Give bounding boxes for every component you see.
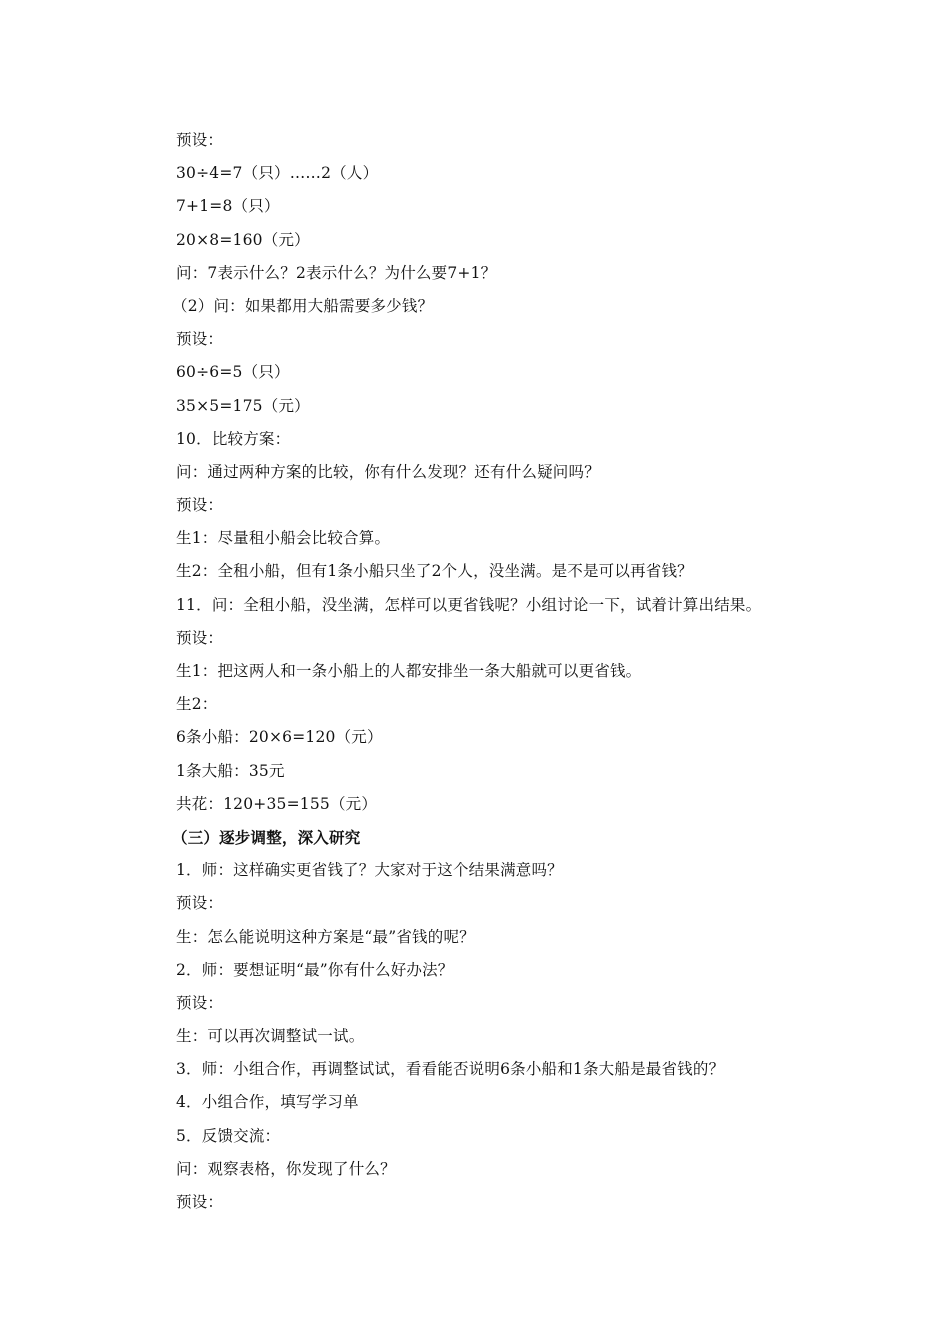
text-line: 60÷6=5（只）: [176, 363, 290, 382]
text-line: 问：通过两种方案的比较，你有什么发现？还有什么疑问吗？: [176, 462, 600, 481]
text-line: （2）问：如果都用大船需要多少钱？: [172, 296, 434, 315]
text-line: 10．比较方案：: [176, 429, 291, 448]
text-line: 预设：: [176, 131, 224, 149]
text-line: 生1：尽量租小船会比较合算。: [176, 529, 391, 548]
text-line: 预设：: [176, 894, 224, 913]
text-line: 生：可以再次调整试一试。: [176, 1027, 365, 1046]
text-line: 6条小船：20×6=120（元）: [176, 728, 383, 747]
text-line: 生：怎么能说明这种方案是“最”省钱的呢？: [176, 927, 475, 946]
text-line: 生2：全租小船，但有1条小船只坐了2个人，没坐满。是不是可以再省钱？: [176, 562, 693, 581]
text-line: 5．反馈交流：: [176, 1126, 281, 1145]
text-line: 7+1=8（只）: [176, 197, 280, 216]
text-line: 问：7表示什么？2表示什么？为什么要7+1？: [176, 263, 497, 282]
text-line: 生1：把这两人和一条小船上的人都安排坐一条大船就可以更省钱。: [176, 662, 642, 680]
text-line: 3．师：小组合作，再调整试试，看看能否说明6条小船和1条大船是最省钱的？: [176, 1060, 725, 1079]
text-line: 共花：120+35=155（元）: [176, 794, 378, 813]
text-line: 1条大船：35元: [176, 761, 285, 780]
section-heading: （三）逐步调整，深入研究: [172, 827, 361, 847]
text-line: 问：观察表格，你发现了什么？: [176, 1159, 396, 1178]
text-line: 预设：: [176, 993, 224, 1012]
text-line: 20×8=160（元）: [176, 230, 310, 249]
text-line: 预设：: [176, 496, 224, 515]
text-line: 生2：: [176, 695, 218, 714]
text-line: 4．小组合作，填写学习单: [176, 1093, 359, 1112]
text-line: 11．问：全租小船，没坐满，怎样可以更省钱呢？小组讨论一下，试着计算出结果。: [176, 595, 762, 614]
text-line: 2．师：要想证明“最”你有什么好办法？: [176, 960, 454, 979]
text-line: 预设：: [176, 628, 224, 647]
text-line: 预设：: [176, 1193, 224, 1211]
text-line: 1．师：这样确实更省钱了？大家对于这个结果满意吗？: [176, 861, 563, 880]
text-line: 预设：: [176, 330, 224, 349]
text-line: 35×5=175（元）: [176, 396, 310, 415]
text-line: 30÷4=7（只）……2（人）: [176, 164, 379, 183]
document-body: [172, 124, 796, 1219]
